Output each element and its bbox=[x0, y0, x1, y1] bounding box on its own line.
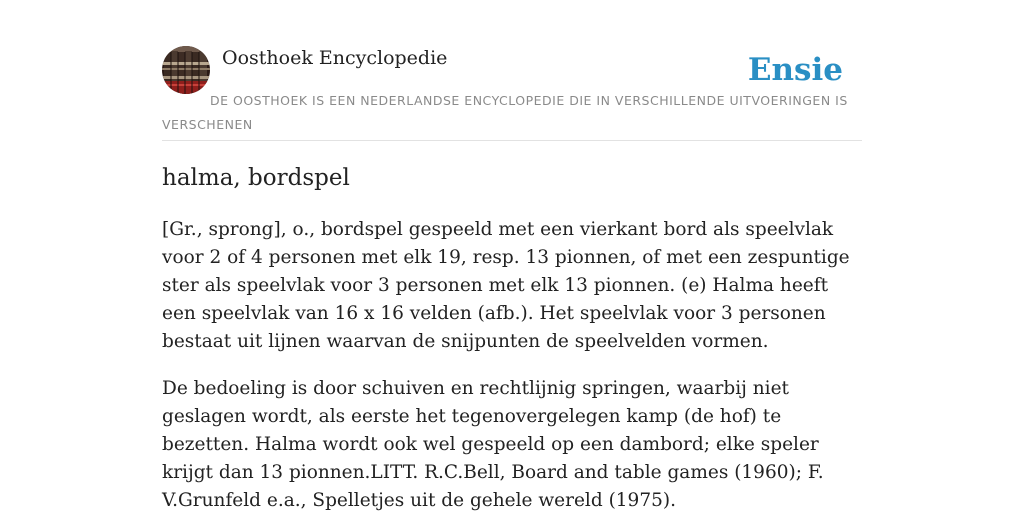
site-header bbox=[162, 46, 862, 141]
entry-title: halma, bordspel bbox=[162, 165, 350, 191]
site-title[interactable]: Oosthoek Encyclopedie bbox=[222, 47, 448, 69]
entry-body bbox=[162, 216, 862, 512]
brand-logo[interactable]: Ensie bbox=[747, 52, 843, 88]
site-tagline: DE OOSTHOEK IS EEN NEDERLANDSE ENCYCLOPEDIE DIE IN VERSCHILLENDE UITVOERINGEN IS VERSCHENEN bbox=[162, 93, 848, 132]
book-spines-icon[interactable] bbox=[162, 46, 210, 94]
entry-paragraph: De bedoeling is door schuiven en rechtlijnig springen, waarbij niet geslagen wordt, als eerste het tegenovergelegen kamp (de hof) te bezetten. Halma wordt ook wel gespeeld op een dambord; elke speler krijgt dan 13 pionnen.LITT. R.C.Bell, Board and table games (1960); F. V.Grunfeld e.a., Spelletjes uit de gehele wereld (1975). bbox=[162, 378, 824, 511]
entry-paragraph: [Gr., sprong], o., bordspel gespeeld met een vierkant bord als speelvlak voor 2 of 4 personen met elk 19, resp. 13 pionnen, of met een zespuntige ster als speelvlak voor 3 personen met elk 13 pionnen. (e) Halma heeft een speelvlak van 16 x 16 velden (afb.). Het speelvlak voor 3 personen bestaat uit lijnen waarvan de snijpunten de speelvelden vormen. bbox=[162, 219, 850, 352]
